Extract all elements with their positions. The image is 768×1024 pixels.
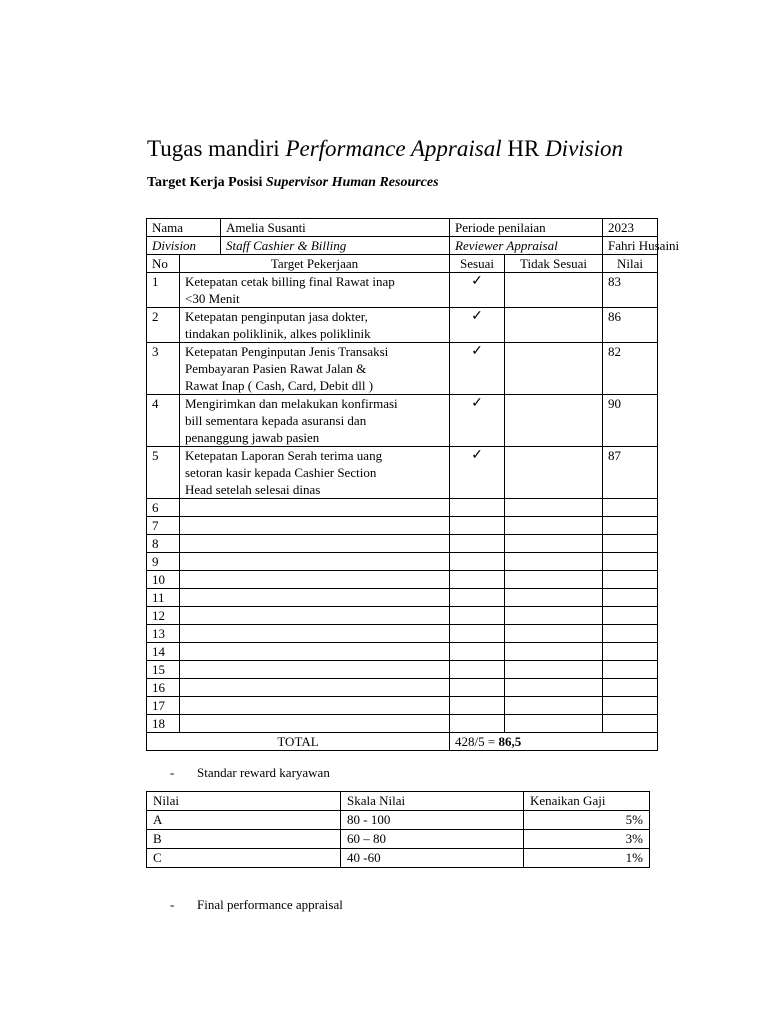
empty-cell: [450, 679, 505, 697]
reward-row: [147, 830, 650, 849]
empty-cell: [603, 679, 658, 697]
empty-cell: [450, 661, 505, 679]
empty-cell: [603, 499, 658, 517]
empty-cell: [180, 643, 450, 661]
row-no: 12: [147, 607, 180, 625]
periode-label: Periode penilaian: [450, 219, 603, 237]
reviewer-label: Reviewer Appraisal: [450, 237, 603, 255]
empty-cell: [603, 661, 658, 679]
row-target-line: Ketepatan Laporan Serah terima uang: [185, 448, 383, 463]
empty-cell: [450, 715, 505, 733]
row-no: 13: [147, 625, 180, 643]
subtitle-text-2: Supervisor Human Resources: [265, 175, 439, 190]
table-row: [147, 517, 658, 535]
row-target: [180, 308, 450, 343]
table-row: [147, 308, 658, 343]
header-row: [147, 255, 658, 273]
empty-cell: [505, 643, 603, 661]
title-text-1: Tugas mandiri: [147, 136, 286, 161]
document-title: [147, 136, 623, 162]
row-target-line: Pembayaran Pasien Rawat Jalan &: [185, 361, 367, 376]
empty-cell: [505, 661, 603, 679]
table-row: [147, 715, 658, 733]
nama-value: Amelia Susanti: [226, 220, 306, 235]
empty-cell: [505, 607, 603, 625]
row-nilai: 87: [603, 447, 658, 499]
checkmark-icon: ✓: [450, 308, 505, 343]
empty-cell: [450, 499, 505, 517]
row-no: 7: [147, 517, 180, 535]
table-row: [147, 679, 658, 697]
nama-label: Nama: [147, 219, 221, 236]
checkmark-icon: ✓: [450, 343, 505, 395]
row-no: 17: [147, 697, 180, 715]
empty-cell: [180, 625, 450, 643]
bullet-dash: -: [170, 897, 175, 912]
row-target: [180, 273, 450, 308]
reward-row: [147, 811, 650, 830]
reward-cell: 1%: [524, 849, 650, 868]
checkmark-icon: ✓: [450, 273, 505, 308]
row-target-line: Head setelah selesai dinas: [185, 482, 321, 497]
row-no: 9: [147, 553, 180, 571]
reward-cell: 5%: [524, 811, 650, 830]
division-cell: [147, 237, 450, 255]
table-row: [147, 625, 658, 643]
empty-cell: [505, 697, 603, 715]
empty-cell: [450, 607, 505, 625]
empty-cell: [505, 679, 603, 697]
row-target-line: Ketepatan Penginputan Jenis Transaksi: [185, 344, 389, 359]
row-nilai: 83: [603, 273, 658, 308]
empty-cell: [505, 589, 603, 607]
subtitle-text-1: Target Kerja Posisi: [147, 175, 266, 190]
reward-cell: A: [147, 811, 341, 830]
reward-header-cell: Skala Nilai: [341, 792, 524, 811]
table-row: [147, 395, 658, 447]
row-target-line: bill sementara kepada asuransi dan: [185, 413, 367, 428]
row-target: [180, 343, 450, 395]
total-calc: 428/5 =: [455, 734, 499, 749]
header-sesuai: Sesuai: [450, 255, 505, 273]
table-row: [147, 607, 658, 625]
header-no: No: [147, 255, 180, 273]
reward-header-row: [147, 792, 650, 811]
nama-cell: [147, 219, 450, 237]
title-text-2: Performance Appraisal: [285, 136, 502, 161]
row-target: [180, 447, 450, 499]
table-row: [147, 661, 658, 679]
reward-row: [147, 849, 650, 868]
empty-cell: [450, 697, 505, 715]
row-target-line: penanggung jawab pasien: [185, 430, 320, 445]
empty-cell: [450, 625, 505, 643]
table-row: [147, 589, 658, 607]
table-row: [147, 697, 658, 715]
empty-cell: [180, 715, 450, 733]
title-text-3: HR: [501, 136, 546, 161]
empty-cell: [505, 571, 603, 589]
row-no: 16: [147, 679, 180, 697]
checkmark-icon: ✓: [450, 447, 505, 499]
header-target: Target Pekerjaan: [180, 255, 450, 273]
bullet-dash: -: [170, 765, 175, 780]
empty-cell: [180, 499, 450, 517]
row-tidak-sesuai: [505, 395, 603, 447]
total-row: [147, 733, 658, 751]
reviewer-value: Fahri Husaini: [603, 237, 658, 255]
info-row-1: [147, 219, 658, 237]
bullet-standar-reward: [170, 765, 330, 781]
row-target-line: <30 Menit: [185, 291, 240, 306]
appraisal-table: [146, 218, 680, 751]
empty-cell: [180, 571, 450, 589]
row-nilai: 90: [603, 395, 658, 447]
empty-cell: [450, 643, 505, 661]
bullet-final-appraisal: [170, 897, 343, 913]
table-row: [147, 343, 658, 395]
bullet-text: Final performance appraisal: [197, 897, 343, 912]
reward-cell: 60 – 80: [341, 830, 524, 849]
empty-cell: [180, 517, 450, 535]
table-row: [147, 571, 658, 589]
empty-cell: [180, 679, 450, 697]
empty-cell: [603, 643, 658, 661]
empty-cell: [450, 571, 505, 589]
row-no: 11: [147, 589, 180, 607]
empty-cell: [180, 697, 450, 715]
periode-value: 2023: [603, 219, 658, 237]
reward-cell: 3%: [524, 830, 650, 849]
empty-cell: [603, 625, 658, 643]
empty-cell: [180, 661, 450, 679]
empty-cell: [450, 517, 505, 535]
empty-cell: [505, 535, 603, 553]
empty-cell: [603, 517, 658, 535]
row-no: 15: [147, 661, 180, 679]
table-row: [147, 535, 658, 553]
row-tidak-sesuai: [505, 343, 603, 395]
reward-table: [146, 791, 650, 868]
row-tidak-sesuai: [505, 447, 603, 499]
row-tidak-sesuai: [505, 273, 603, 308]
row-target-line: setoran kasir kepada Cashier Section: [185, 465, 377, 480]
total-score: 86,5: [498, 734, 522, 749]
empty-cell: [450, 589, 505, 607]
reward-cell: C: [147, 849, 341, 868]
empty-cell: [603, 589, 658, 607]
row-target-line: Ketepatan penginputan jasa dokter,: [185, 309, 368, 324]
header-tidak-sesuai: Tidak Sesuai: [505, 255, 603, 273]
row-nilai: 82: [603, 343, 658, 395]
title-text-4: Division: [545, 136, 624, 161]
row-target-line: tindakan poliklinik, alkes poliklinik: [185, 326, 371, 341]
row-no: 4: [147, 395, 180, 447]
reward-header-cell: Nilai: [147, 792, 341, 811]
row-no: 10: [147, 571, 180, 589]
division-label: Division: [147, 237, 221, 254]
row-target-line: Mengirimkan dan melakukan konfirmasi: [185, 396, 398, 411]
row-target-line: Ketepatan cetak billing final Rawat inap: [185, 274, 395, 289]
reward-cell: B: [147, 830, 341, 849]
header-nilai: Nilai: [603, 255, 658, 273]
empty-cell: [603, 715, 658, 733]
row-no: 18: [147, 715, 180, 733]
row-target-line: Rawat Inap ( Cash, Card, Debit dll ): [185, 378, 374, 393]
row-tidak-sesuai: [505, 308, 603, 343]
empty-cell: [603, 553, 658, 571]
row-no: 3: [147, 343, 180, 395]
empty-cell: [603, 697, 658, 715]
reward-header-cell: Kenaikan Gaji: [524, 792, 650, 811]
table-row: [147, 499, 658, 517]
total-label: TOTAL: [147, 733, 450, 751]
empty-cell: [505, 517, 603, 535]
empty-cell: [603, 607, 658, 625]
empty-cell: [180, 553, 450, 571]
empty-cell: [450, 535, 505, 553]
row-no: 2: [147, 308, 180, 343]
empty-cell: [180, 589, 450, 607]
empty-cell: [505, 715, 603, 733]
empty-cell: [450, 553, 505, 571]
total-value: [450, 733, 658, 751]
table-row: [147, 553, 658, 571]
empty-cell: [505, 553, 603, 571]
empty-cell: [505, 499, 603, 517]
table-row: [147, 273, 658, 308]
table-row: [147, 643, 658, 661]
empty-cell: [603, 535, 658, 553]
empty-cell: [603, 571, 658, 589]
row-nilai: 86: [603, 308, 658, 343]
checkmark-icon: ✓: [450, 395, 505, 447]
row-no: 1: [147, 273, 180, 308]
row-no: 8: [147, 535, 180, 553]
row-no: 6: [147, 499, 180, 517]
document-subtitle: [147, 175, 439, 191]
row-target: [180, 395, 450, 447]
empty-cell: [180, 607, 450, 625]
empty-cell: [505, 625, 603, 643]
row-no: 14: [147, 643, 180, 661]
empty-cell: [180, 535, 450, 553]
info-row-2: [147, 237, 658, 255]
bullet-text: Standar reward karyawan: [197, 765, 330, 780]
division-value: Staff Cashier & Billing: [226, 238, 347, 253]
table-row: [147, 447, 658, 499]
row-no: 5: [147, 447, 180, 499]
reward-cell: 40 -60: [341, 849, 524, 868]
reward-cell: 80 - 100: [341, 811, 524, 830]
